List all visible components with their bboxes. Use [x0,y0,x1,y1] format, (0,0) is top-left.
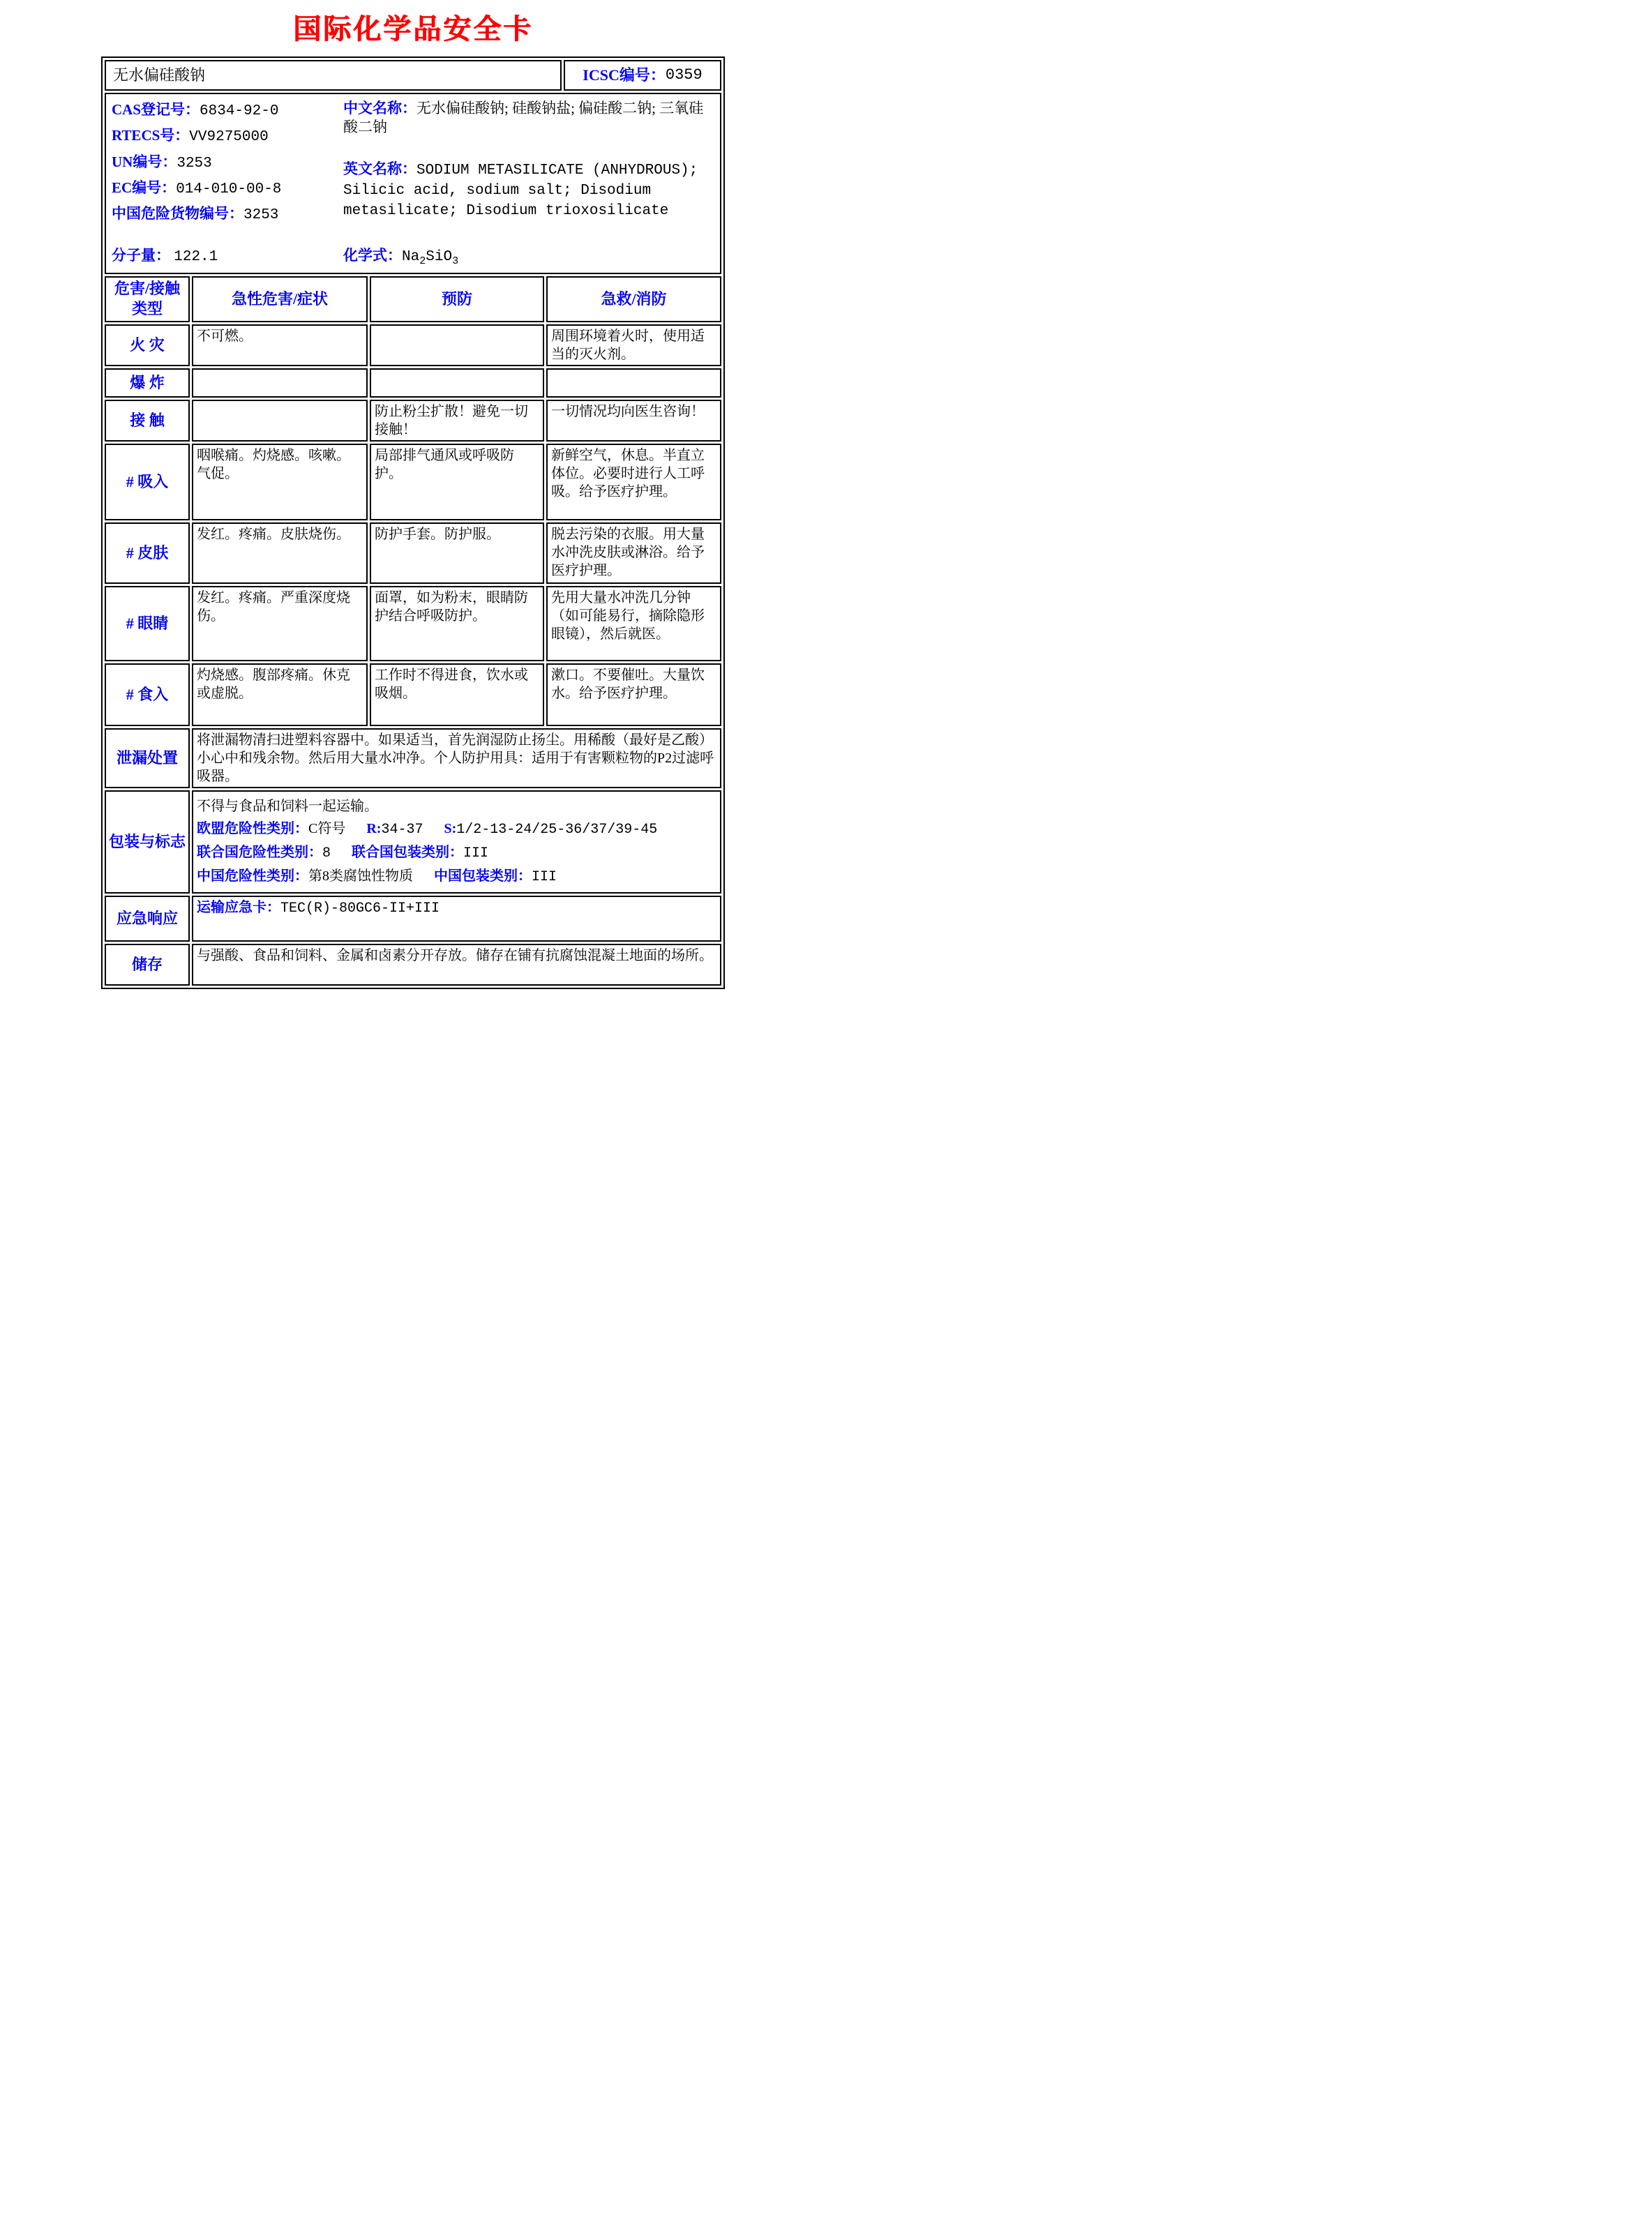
header-prevention: 预防 [370,276,544,322]
row-ingestion-label: # 食入 [105,663,190,726]
explosion-prevention [370,368,544,398]
row-exposure [105,400,721,442]
exposure-symptoms [192,400,368,442]
icsc-card [101,57,725,989]
eu-class-value: C符号 [308,821,346,836]
english-names [343,160,714,221]
s-phrases-value: 1/2-13-24/25-36/37/39-45 [456,822,658,838]
r-phrases-label: R: [366,821,382,836]
row-explosion [105,368,721,398]
row-packaging [105,790,721,894]
un-label: UN编号： [112,153,177,170]
eyes-prevention: 面罩，如为粉末，眼睛防护结合呼吸防护。 [370,586,544,661]
exposure-prevention: 防止粉尘扩散！避免一切接触！ [370,400,544,442]
ingestion-firstaid: 漱口。不要催吐。大量饮水。给予医疗护理。 [546,663,721,726]
chemical-name: 无水偏硅酸钠 [113,66,206,84]
packaging-content [192,790,721,894]
ec-line [112,179,338,199]
row-skin [105,522,721,584]
inhalation-symptoms: 咽喉痛。灼烧感。咳嗽。气促。 [192,444,368,520]
formula-value: $Na_2SiO_3$ [402,248,459,267]
molecular-weight-value: 122.1 [174,248,218,265]
row-eyes [105,586,721,661]
rtecs-label: RTECS号： [112,127,190,144]
row-emergency [105,896,721,942]
row-eyes-label: # 眼睛 [105,586,190,661]
packaging-transport-note: 不得与食品和饲料一起运输。 [197,799,378,814]
fire-symptoms: 不可燃。 [192,324,368,366]
row-storage-label: 储存 [105,944,190,986]
un-line [112,153,338,173]
row-fire-label: 火 灾 [105,324,190,366]
row-packaging-label: 包装与标志 [105,790,190,894]
skin-symptoms: 发红。疼痛。皮肤烧伤。 [192,522,368,584]
packaging-cn-line [197,867,716,887]
ec-value: 014-010-00-8 [176,181,282,197]
cn-pack-value: III [532,869,557,885]
packaging-un-line [197,843,716,863]
transport-card-value: TEC(R)-80GC6-II+III [280,901,440,917]
header-firstaid: 急救/消防 [546,276,721,322]
chinese-names [343,99,714,137]
cn-dg-line [112,204,338,225]
row-inhalation-label: # 吸入 [105,444,190,520]
cas-label: CAS登记号： [112,101,200,118]
inhalation-firstaid: 新鲜空气，休息。半直立体位。必要时进行人工呼吸。给予医疗护理。 [546,444,721,520]
identity-cell [105,93,721,274]
cn-dg-label: 中国危险货物编号： [112,205,243,223]
un-class-label: 联合国危险性类别： [197,845,322,860]
ingestion-symptoms: 灼烧感。腹部疼痛。休克或虚脱。 [192,663,368,726]
molecular-weight-label: 分子量： [112,246,170,264]
english-names-label: 英文名称： [343,160,416,177]
names-block [343,98,714,269]
eu-class-label: 欧盟危险性类别： [197,821,308,836]
cn-class-label: 中国危险性类别： [197,868,308,884]
eyes-firstaid: 先用大量水冲洗几分钟（如可能易行，摘除隐形眼镜），然后就医。 [546,586,721,661]
cn-class-value: 第8类腐蚀性物质 [308,868,413,884]
spillage-text: 将泄漏物清扫进塑料容器中。如果适当，首先润湿防止扬尘。用稀酸（最好是乙酸）小心中和残余物。然后用大量水冲净。个人防护用具：适用于有害颗粒物的P2过滤呼吸器。 [192,728,721,788]
chinese-names-value: 无水偏硅酸钠; 硅酸钠盐; 偏硅酸二钠; 三氧硅酸二钠 [343,100,704,136]
row-explosion-label: 爆 炸 [105,368,190,398]
molecular-weight-line [112,246,338,266]
formula-line [343,246,714,266]
row-emergency-label: 应急响应 [105,896,190,942]
ec-label: EC编号： [112,179,177,196]
eyes-symptoms: 发红。疼痛。严重深度烧伤。 [192,586,368,661]
emergency-content [192,896,721,942]
row-ingestion [105,663,721,726]
icsc-document-page [0,0,826,1107]
row-fire [105,324,721,366]
explosion-symptoms [192,368,368,398]
row-skin-label: # 皮肤 [105,522,190,584]
cn-dg-value: 3253 [243,207,279,224]
skin-firstaid: 脱去污染的衣服。用大量水冲洗皮肤或淋浴。给予医疗护理。 [546,522,721,584]
formula-label: 化学式： [343,246,402,264]
icsc-number-cell [564,60,721,91]
header-symptoms: 急性危害/症状 [192,276,368,322]
un-class-value: 8 [322,845,331,861]
header-hazard-type: 危害/接触 类型 [105,276,190,322]
inhalation-prevention: 局部排气通风或呼吸防护。 [370,444,544,520]
transport-card-label: 运输应急卡： [197,900,280,915]
chemical-name-cell [105,60,562,91]
fire-prevention [370,324,544,366]
identifier-block [112,98,338,269]
un-value: 3253 [177,155,212,172]
hazard-header-row [105,276,721,322]
cas-value: 6834-92-0 [200,103,279,119]
packaging-eu-line [197,820,716,839]
cas-line [112,100,338,121]
row-spillage [105,728,721,788]
un-pack-label: 联合国包装类别： [352,845,464,860]
name-row [105,60,721,91]
storage-text: 与强酸、食品和饲料、金属和卤素分开存放。储存在铺有抗腐蚀混凝土地面的场所。 [192,944,721,986]
row-storage [105,944,721,986]
cn-pack-label: 中国包装类别： [434,868,532,884]
english-names-value: SODIUM METASILICATE (ANHYDROUS); Silicic acid, sodium salt; Disodium metasilicate; Disodium trioxosilicate [343,162,698,220]
s-phrases-label: S: [444,821,457,836]
identity-row [105,93,721,274]
explosion-firstaid [546,368,721,398]
row-exposure-label: 接 触 [105,400,190,442]
icsc-number-value: 0359 [665,66,703,84]
un-pack-value: III [463,845,489,861]
exposure-firstaid: 一切情况均向医生咨询！ [546,400,721,442]
r-phrases-value: 34-37 [381,822,423,838]
row-spillage-label: 泄漏处置 [105,728,190,788]
chinese-names-label: 中文名称： [343,100,416,116]
document-title: 国际化学品安全卡 [293,14,533,45]
row-inhalation [105,444,721,520]
fire-firstaid: 周围环境着火时，使用适当的灭火剂。 [546,324,721,366]
rtecs-line [112,126,338,146]
rtecs-value: VV9275000 [189,129,269,146]
icsc-number-label: ICSC编号： [583,66,666,84]
ingestion-prevention: 工作时不得进食，饮水或吸烟。 [370,663,544,726]
skin-prevention: 防护手套。防护服。 [370,522,544,584]
